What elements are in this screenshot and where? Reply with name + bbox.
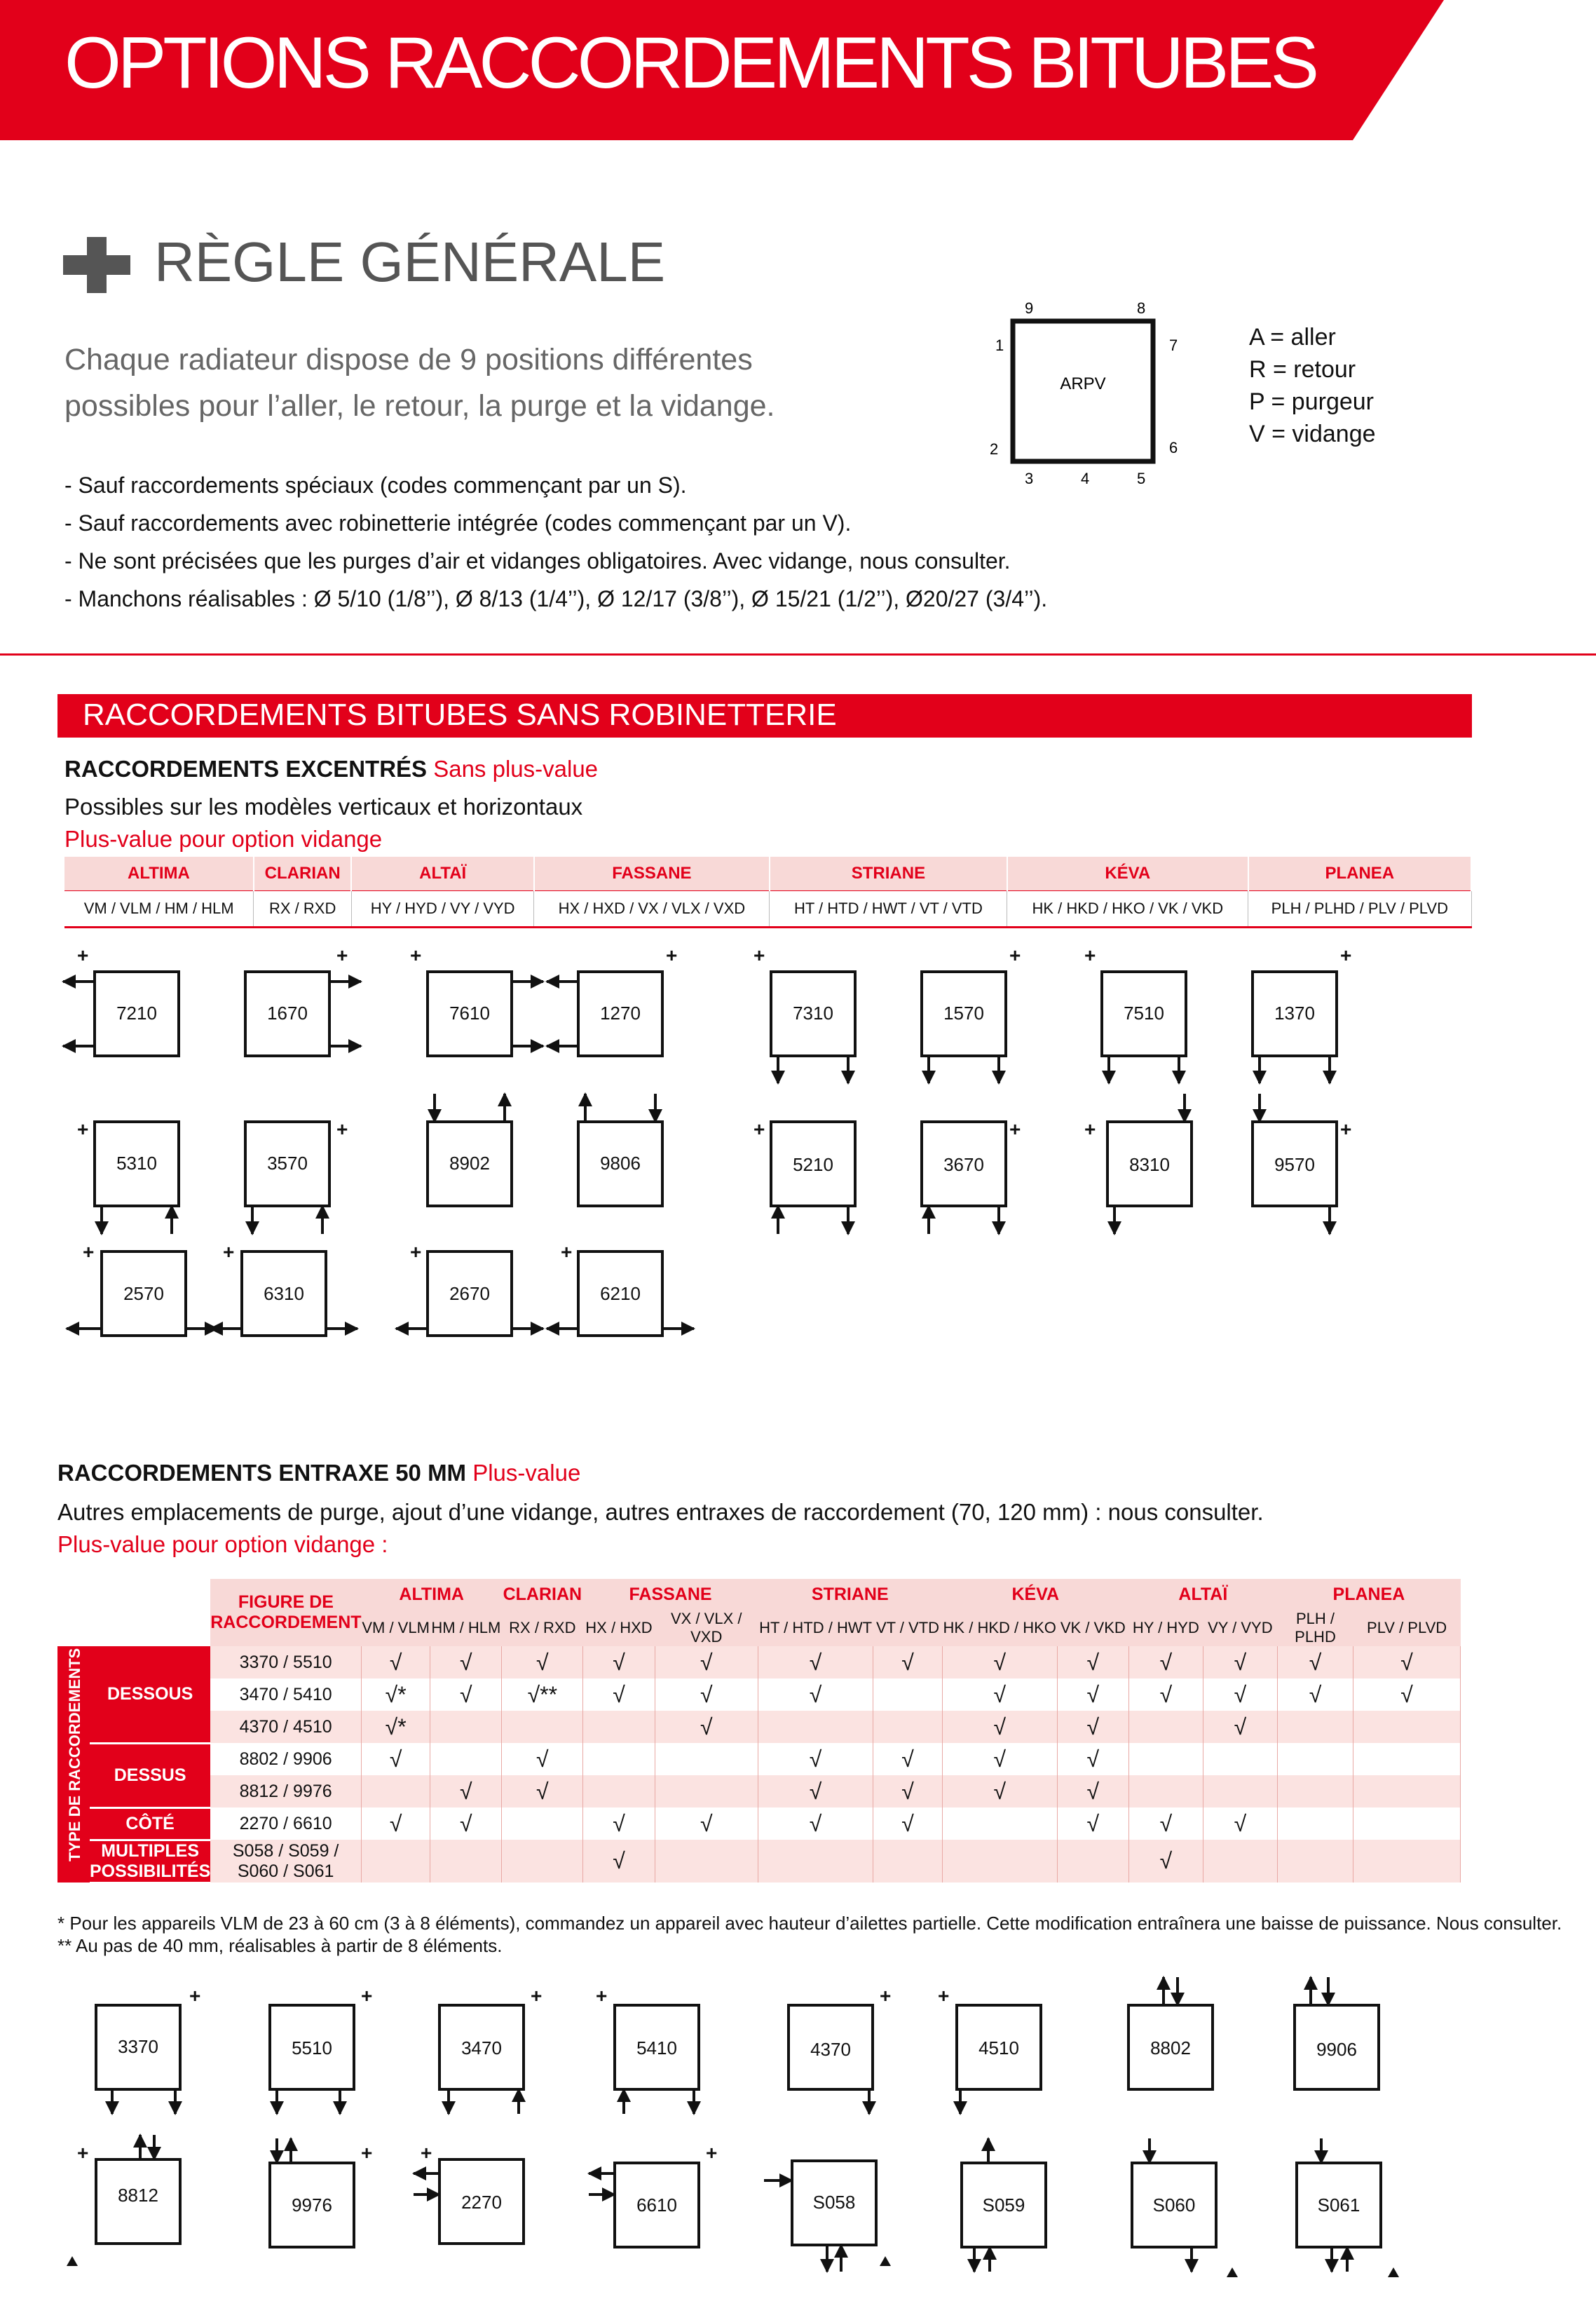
check-cell: √ <box>583 1840 655 1883</box>
model-codes: VM / VLM / HM / HLM <box>64 891 254 928</box>
section-title-regle: RÈGLE GÉNÉRALE <box>154 231 666 293</box>
svg-text:3370: 3370 <box>118 2036 158 2057</box>
check-cell: √ <box>942 1711 1057 1743</box>
entraxe-line-1: Autres emplacements de purge, ajout d’une vidange, autres entraxes de raccordement (70, 120 mm) : nous consulter. <box>57 1499 1264 1525</box>
check-cell: √ <box>1057 1678 1128 1711</box>
check-cell <box>873 1711 942 1743</box>
svg-text:+: + <box>753 1118 765 1140</box>
intro-line-1: Chaque radiateur dispose de 9 positions différentes <box>64 343 753 377</box>
subgroup: HY / HYD <box>1128 1610 1203 1646</box>
check-cell: √ <box>873 1743 942 1775</box>
note-1: - Sauf raccordements spéciaux (codes commençant par un S). <box>64 473 687 498</box>
svg-text:7310: 7310 <box>793 1003 833 1024</box>
entraxe-table <box>57 1579 1461 1884</box>
check-cell <box>942 1840 1057 1883</box>
check-cell: √ <box>873 1807 942 1840</box>
check-cell: √ <box>1057 1807 1128 1840</box>
svg-text:8310: 8310 <box>1129 1154 1170 1175</box>
check-cell <box>1203 1775 1277 1807</box>
check-cell: √ <box>942 1678 1057 1711</box>
check-cell: √ <box>1353 1646 1461 1678</box>
check-cell: √ <box>583 1646 655 1678</box>
check-cell: √ <box>758 1807 873 1840</box>
check-cell: √ <box>362 1646 430 1678</box>
category-label: CÔTÉ <box>90 1807 210 1840</box>
svg-text:8902: 8902 <box>449 1153 490 1174</box>
check-cell: √ <box>502 1775 583 1807</box>
table-row <box>57 1646 1461 1678</box>
svg-text:4510: 4510 <box>978 2037 1019 2058</box>
svg-text:+: + <box>531 1985 543 2007</box>
check-cell <box>1203 1743 1277 1775</box>
check-cell <box>1057 1840 1128 1883</box>
entraxe-heading-suffix: Plus-value <box>472 1460 581 1486</box>
check-cell <box>1128 1775 1203 1807</box>
svg-text:8802: 8802 <box>1150 2037 1191 2058</box>
check-cell: √ <box>1277 1646 1353 1678</box>
svg-text:+: + <box>938 1985 950 2007</box>
check-cell: √ <box>362 1807 430 1840</box>
svg-text:5410: 5410 <box>636 2037 677 2058</box>
svg-text:5210: 5210 <box>793 1154 833 1175</box>
svg-text:+: + <box>336 947 348 966</box>
svg-text:2: 2 <box>990 440 999 458</box>
svg-text:+: + <box>753 947 765 966</box>
figure-cell: 3370 / 5510 <box>210 1646 361 1678</box>
svg-text:3470: 3470 <box>461 2037 502 2058</box>
check-cell: √ <box>758 1775 873 1807</box>
svg-text:7: 7 <box>1169 337 1178 354</box>
check-cell: √ <box>1203 1646 1277 1678</box>
check-cell <box>1277 1743 1353 1775</box>
check-cell: √ <box>655 1646 758 1678</box>
svg-text:1570: 1570 <box>943 1003 984 1024</box>
svg-text:5310: 5310 <box>116 1153 157 1174</box>
subgroup: HM / HLM <box>430 1610 502 1646</box>
check-cell: √ <box>942 1646 1057 1678</box>
legend-purgeur: P = purgeur <box>1249 388 1375 415</box>
entraxe-figures <box>0 1963 1596 2314</box>
check-cell: √* <box>362 1711 430 1743</box>
model-codes: RX / RXD <box>254 891 352 928</box>
check-cell: √ <box>362 1743 430 1775</box>
check-cell <box>362 1840 430 1883</box>
group-name: FASSANE <box>583 1579 758 1610</box>
svg-text:+: + <box>1084 1118 1096 1140</box>
svg-text:+: + <box>561 1241 573 1263</box>
excentres-heading <box>64 757 598 780</box>
section-band-title: RACCORDEMENTS BITUBES SANS ROBINETTERIE <box>83 698 837 732</box>
footnote-1: * Pour les appareils VLM de 23 à 60 cm (3 à 8 éléments), commandez un appareil avec hauteur d’ailettes partielle. Cette modification entraînera une baisse de puissance. Nous consulter. <box>57 1913 1562 1934</box>
figure-header: FIGURE DE RACCORDEMENT <box>210 1579 361 1646</box>
svg-text:S061: S061 <box>1317 2194 1360 2216</box>
subgroup: HT / HTD / HWT <box>758 1610 873 1646</box>
subgroup: VM / VLM <box>362 1610 430 1646</box>
check-cell <box>502 1840 583 1883</box>
svg-text:1670: 1670 <box>267 1003 308 1024</box>
table-row <box>57 1775 1461 1807</box>
svg-text:S058: S058 <box>812 2192 856 2213</box>
figure-cell: 8812 / 9976 <box>210 1775 361 1807</box>
check-cell: √ <box>942 1775 1057 1807</box>
model-codes: HT / HTD / HWT / VT / VTD <box>770 891 1007 928</box>
check-cell <box>1128 1743 1203 1775</box>
entraxe-heading <box>57 1461 580 1484</box>
check-cell: √ <box>1128 1678 1203 1711</box>
svg-text:+: + <box>361 2142 373 2164</box>
svg-text:S060: S060 <box>1152 2194 1196 2216</box>
models-codes-row <box>64 891 1471 928</box>
svg-text:4: 4 <box>1081 470 1090 487</box>
check-cell: √ <box>430 1646 502 1678</box>
note-3: - Ne sont précisées que les purges d’air et vidanges obligatoires. Avec vidange, nous consulter. <box>64 548 1011 574</box>
check-cell: √ <box>1277 1678 1353 1711</box>
svg-text:3570: 3570 <box>267 1153 308 1174</box>
svg-text:2670: 2670 <box>449 1283 490 1304</box>
check-cell <box>655 1840 758 1883</box>
excentres-heading-text: RACCORDEMENTS EXCENTRÉS <box>64 756 428 782</box>
entraxe-line-2: Plus-value pour option vidange : <box>57 1531 388 1557</box>
legend-aller: A = aller <box>1249 324 1336 351</box>
model-name: FASSANE <box>534 857 770 891</box>
check-cell: √** <box>502 1678 583 1711</box>
svg-text:3670: 3670 <box>943 1154 984 1175</box>
check-cell <box>942 1807 1057 1840</box>
excentres-line-2: Plus-value pour option vidange <box>64 826 383 852</box>
svg-text:+: + <box>880 1985 892 2007</box>
subgroup: HK / HKD / HKO <box>942 1610 1057 1646</box>
check-cell: √ <box>942 1743 1057 1775</box>
svg-text:1370: 1370 <box>1274 1003 1315 1024</box>
check-cell: √ <box>873 1775 942 1807</box>
svg-text:4370: 4370 <box>810 2039 851 2060</box>
svg-text:+: + <box>1340 947 1352 966</box>
check-cell <box>1277 1775 1353 1807</box>
model-codes: PLH / PLHD / PLV / PLVD <box>1248 891 1471 928</box>
svg-text:7510: 7510 <box>1124 1003 1164 1024</box>
svg-text:9: 9 <box>1025 299 1034 317</box>
svg-text:9570: 9570 <box>1274 1154 1315 1175</box>
svg-text:5: 5 <box>1137 470 1146 487</box>
svg-text:+: + <box>223 1241 235 1263</box>
check-cell: √ <box>1128 1646 1203 1678</box>
subgroup: VT / VTD <box>873 1610 942 1646</box>
check-cell: √ <box>873 1646 942 1678</box>
table-row <box>57 1840 1461 1883</box>
check-cell <box>1353 1743 1461 1775</box>
category-label: DESSUS <box>90 1743 210 1807</box>
check-cell: √ <box>1128 1807 1203 1840</box>
model-codes: HY / HYD / VY / VYD <box>351 891 533 928</box>
note-4: - Manchons réalisables : Ø 5/10 (1/8’’), Ø 8/13 (1/4’’), Ø 12/17 (3/8’’), Ø 15/21 (1/2’’), Ø20/27 (3/4’’). <box>64 586 1048 611</box>
check-cell <box>873 1840 942 1883</box>
position-diagram <box>974 294 1206 491</box>
svg-text:+: + <box>1340 1118 1352 1140</box>
check-cell: √ <box>1057 1646 1128 1678</box>
svg-text:6310: 6310 <box>264 1283 304 1304</box>
check-cell: √ <box>655 1711 758 1743</box>
plus-icon <box>63 237 130 293</box>
model-name: ALTAÏ <box>351 857 533 891</box>
subgroup: HX / HXD <box>583 1610 655 1646</box>
svg-text:+: + <box>666 947 678 966</box>
svg-text:+: + <box>1009 947 1021 966</box>
check-cell: √ <box>430 1678 502 1711</box>
subgroup: PLV / PLVD <box>1353 1610 1461 1646</box>
subgroup: PLH / PLHD <box>1277 1610 1353 1646</box>
group-name: PLANEA <box>1277 1579 1460 1610</box>
excentres-figures <box>0 947 1596 1381</box>
svg-text:9906: 9906 <box>1316 2039 1357 2060</box>
subgroup: VX / VLX / VXD <box>655 1610 758 1646</box>
svg-text:+: + <box>1009 1118 1021 1140</box>
svg-text:+: + <box>1084 947 1096 966</box>
check-cell <box>583 1743 655 1775</box>
check-cell <box>502 1807 583 1840</box>
check-cell: √ <box>1057 1711 1128 1743</box>
divider <box>0 653 1596 656</box>
figure-cell: 8802 / 9906 <box>210 1743 361 1775</box>
entraxe-heading-text: RACCORDEMENTS ENTRAXE 50 MM <box>57 1460 467 1486</box>
model-codes: HX / HXD / VX / VLX / VXD <box>534 891 770 928</box>
svg-text:7210: 7210 <box>116 1003 157 1024</box>
svg-text:1270: 1270 <box>600 1003 641 1024</box>
check-cell <box>1353 1807 1461 1840</box>
group-name: CLARIAN <box>502 1579 583 1610</box>
svg-text:+: + <box>83 1241 95 1263</box>
figure-cell: S058 / S059 / S060 / S061 <box>210 1840 361 1883</box>
check-cell <box>1277 1840 1353 1883</box>
svg-text:9976: 9976 <box>292 2194 332 2216</box>
model-name: STRIANE <box>770 857 1007 891</box>
group-name: KÉVA <box>942 1579 1128 1610</box>
svg-text:+: + <box>361 1985 373 2007</box>
check-cell <box>1353 1840 1461 1883</box>
check-cell: √ <box>1203 1807 1277 1840</box>
svg-text:+: + <box>77 2142 89 2164</box>
figure-cell: 2270 / 6610 <box>210 1807 361 1840</box>
check-cell: √ <box>1203 1711 1277 1743</box>
model-name: ALTIMA <box>64 857 254 891</box>
legend-retour: R = retour <box>1249 356 1356 383</box>
table-row <box>57 1711 1461 1743</box>
svg-text:6: 6 <box>1169 439 1178 456</box>
svg-text:1: 1 <box>995 337 1004 354</box>
check-cell <box>502 1711 583 1743</box>
vertical-label-text: TYPE DE RACCORDEMENTS <box>66 1648 83 1861</box>
excentres-line-1: Possibles sur les modèles verticaux et horizontaux <box>64 794 583 820</box>
excentres-heading-suffix: Sans plus-value <box>433 756 599 782</box>
svg-text:+: + <box>421 2142 432 2164</box>
svg-text:3: 3 <box>1025 470 1034 487</box>
category-label: MULTIPLES POSSIBILITÉS <box>90 1840 210 1883</box>
model-name: KÉVA <box>1007 857 1248 891</box>
footnote-2: ** Au pas de 40 mm, réalisables à partir de 8 éléments. <box>57 1935 503 1956</box>
page-title: OPTIONS RACCORDEMENTS BITUBES <box>64 22 1316 104</box>
svg-text:+: + <box>410 1241 422 1263</box>
svg-text:9806: 9806 <box>600 1153 641 1174</box>
svg-text:+: + <box>410 947 422 966</box>
check-cell <box>1353 1775 1461 1807</box>
check-cell: √ <box>583 1807 655 1840</box>
check-cell: √ <box>1057 1743 1128 1775</box>
svg-text:+: + <box>706 2142 718 2164</box>
subgroup: RX / RXD <box>502 1610 583 1646</box>
check-cell: √ <box>758 1743 873 1775</box>
table-row <box>57 1743 1461 1775</box>
check-cell: √ <box>502 1743 583 1775</box>
check-cell: √ <box>1057 1775 1128 1807</box>
check-cell: √* <box>362 1678 430 1711</box>
group-name: ALTAÏ <box>1128 1579 1277 1610</box>
vertical-label <box>57 1646 90 1883</box>
svg-text:6210: 6210 <box>600 1283 641 1304</box>
check-cell <box>430 1743 502 1775</box>
check-cell: √ <box>430 1775 502 1807</box>
check-cell: √ <box>430 1807 502 1840</box>
check-cell <box>583 1711 655 1743</box>
check-cell: √ <box>758 1646 873 1678</box>
subgroup: VY / VYD <box>1203 1610 1277 1646</box>
check-cell: √ <box>1128 1840 1203 1883</box>
check-cell <box>1128 1711 1203 1743</box>
check-cell: √ <box>583 1678 655 1711</box>
svg-text:8812: 8812 <box>118 2185 158 2206</box>
svg-text:8: 8 <box>1137 299 1146 317</box>
figure-cell: 4370 / 4510 <box>210 1711 361 1743</box>
svg-text:2570: 2570 <box>123 1283 164 1304</box>
svg-text:+: + <box>596 1985 608 2007</box>
intro-line-2: possibles pour l’aller, le retour, la purge et la vidange. <box>64 389 775 423</box>
category-label: DESSOUS <box>90 1646 210 1743</box>
table-row <box>57 1678 1461 1711</box>
svg-text:+: + <box>189 1985 201 2007</box>
check-cell <box>655 1743 758 1775</box>
check-cell <box>1277 1807 1353 1840</box>
model-name: PLANEA <box>1248 857 1471 891</box>
subgroup: VK / VKD <box>1057 1610 1128 1646</box>
entraxe-group-row <box>57 1579 1461 1610</box>
svg-text:S059: S059 <box>982 2194 1025 2216</box>
check-cell <box>362 1775 430 1807</box>
check-cell: √ <box>1203 1678 1277 1711</box>
check-cell: √ <box>655 1678 758 1711</box>
svg-text:+: + <box>77 1118 89 1140</box>
check-cell <box>583 1775 655 1807</box>
model-name: CLARIAN <box>254 857 352 891</box>
check-cell: √ <box>655 1807 758 1840</box>
note-2: - Sauf raccordements avec robinetterie intégrée (codes commençant par un V). <box>64 510 852 536</box>
check-cell: √ <box>1353 1678 1461 1711</box>
legend-vidange: V = vidange <box>1249 421 1376 447</box>
check-cell <box>873 1678 942 1711</box>
group-name: STRIANE <box>758 1579 942 1610</box>
table-row <box>57 1807 1461 1840</box>
svg-text:ARPV: ARPV <box>1060 374 1106 393</box>
check-cell: √ <box>502 1646 583 1678</box>
check-cell <box>1203 1840 1277 1883</box>
svg-text:+: + <box>77 947 89 966</box>
check-cell <box>758 1840 873 1883</box>
svg-text:7610: 7610 <box>449 1003 490 1024</box>
check-cell <box>430 1711 502 1743</box>
check-cell <box>1353 1711 1461 1743</box>
check-cell <box>758 1711 873 1743</box>
model-codes: HK / HKD / HKO / VK / VKD <box>1007 891 1248 928</box>
check-cell <box>430 1840 502 1883</box>
check-cell <box>655 1775 758 1807</box>
svg-text:5510: 5510 <box>292 2037 332 2058</box>
check-cell: √ <box>758 1678 873 1711</box>
check-cell <box>1277 1711 1353 1743</box>
figure-cell: 3470 / 5410 <box>210 1678 361 1711</box>
svg-text:6610: 6610 <box>636 2194 677 2216</box>
svg-text:+: + <box>336 1118 348 1140</box>
models-table <box>64 857 1472 928</box>
models-header-row <box>64 857 1471 891</box>
group-name: ALTIMA <box>362 1579 502 1610</box>
svg-text:2270: 2270 <box>461 2192 502 2213</box>
